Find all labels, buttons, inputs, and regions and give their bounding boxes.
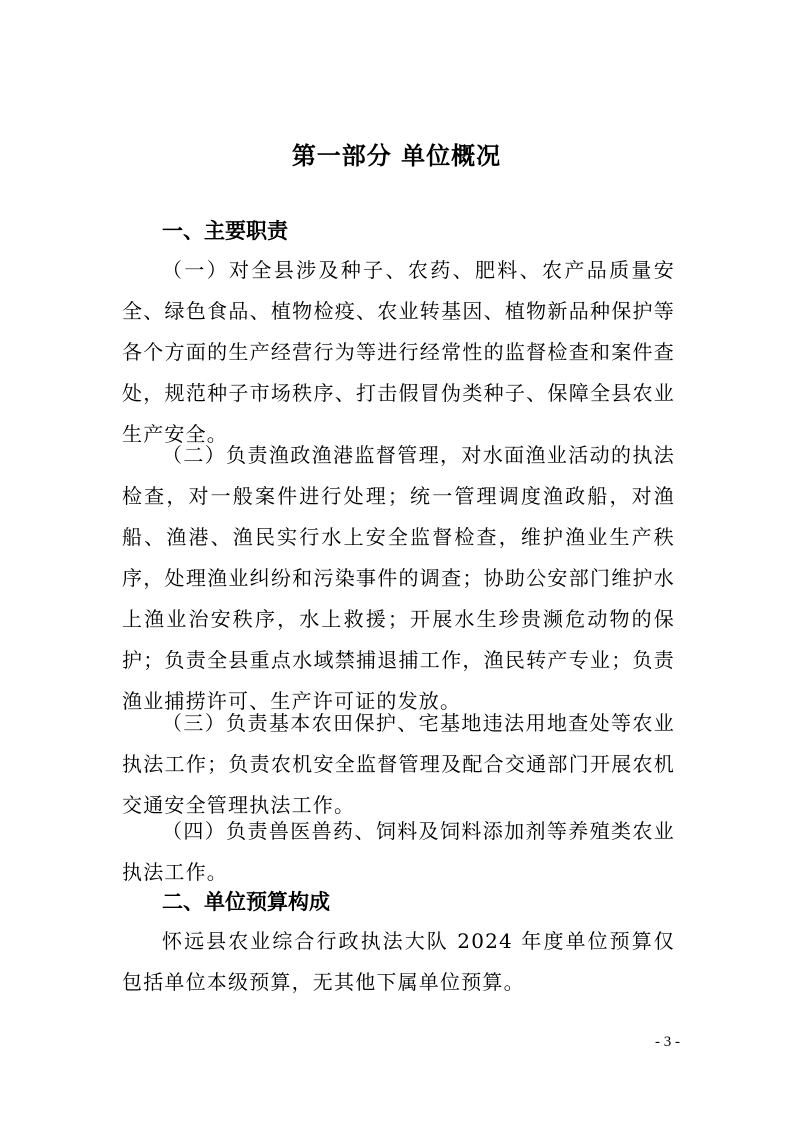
budget-paragraph: 怀远县农业综合行政执法大队 2024 年度单位预算仅包括单位本级预算，无其他下属单位预算。 [122, 929, 675, 994]
page-number: - 3 - [655, 1034, 680, 1050]
section-heading-budget-composition: 二、单位预算构成 [162, 890, 330, 914]
duty-paragraph-1: （一）对全县涉及种子、农药、肥料、农产品质量安全、绿色食品、植物检疫、农业转基因、植物新品种保护等各个方面的生产经营行为等进行经常性的监督检查和案件查处，规范种子市场秩序、打击假冒伪类种子、保障全县农业生产安全。 [122, 258, 675, 446]
page-title: 第一部分 单位概况 [291, 142, 502, 170]
duty-paragraph-2: （二）负责渔政渔港监督管理，对水面渔业活动的执法检查，对一般案件进行处理；统一管理调度渔政船，对渔船、渔港、渔民实行水上安全监督检查，维护渔业生产秩序，处理渔业纠纷和污染事件的调查；协助公安部门维护水上渔业治安秩序，水上救援；开展水生珍贵濒危动物的保护；负责全县重点水域禁捕退捕工作，渔民转产专业；负责渔业捕捞许可、生产许可证的发放。 [122, 443, 675, 713]
duty-paragraph-4: （四）负责兽医兽药、饲料及饲料添加剂等养殖类农业执法工作。 [122, 819, 675, 884]
section-heading-main-duties: 一、主要职责 [162, 219, 288, 243]
duty-paragraph-3: （三）负责基本农田保护、宅基地违法用地查处等农业执法工作；负责农机安全监督管理及配合交通部门开展农机交通安全管理执法工作。 [122, 711, 675, 817]
